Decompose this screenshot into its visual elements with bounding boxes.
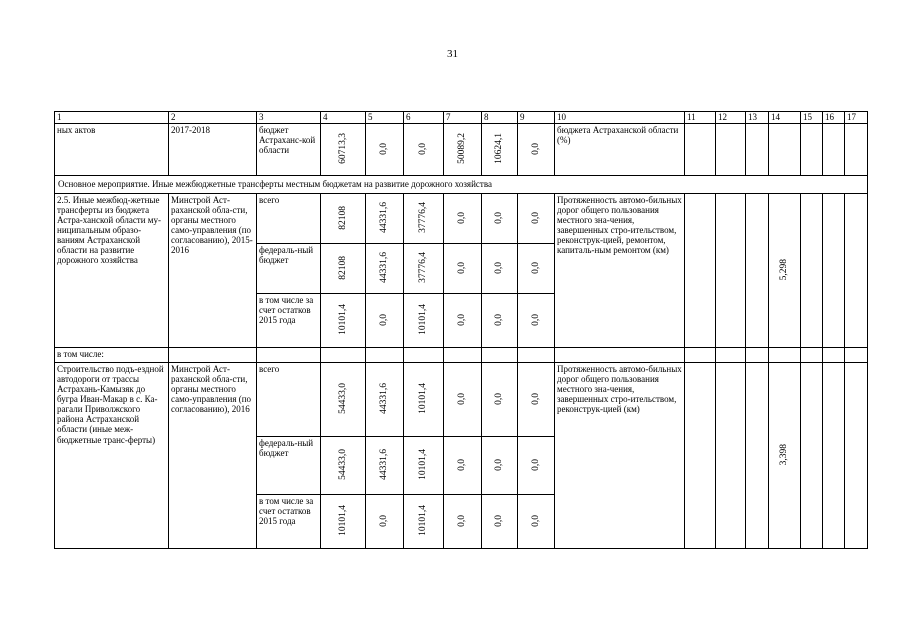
- continuation-indicator: бюджета Астраханской области (%): [555, 124, 685, 176]
- continuation-text: ных актов: [55, 124, 169, 176]
- value-cell: 44331,6: [379, 202, 390, 233]
- value-cell: 0,0: [379, 514, 390, 527]
- value-cell: 82108: [337, 205, 348, 230]
- budget-table: [54, 111, 868, 549]
- section-title: Основное мероприятие. Иные межбюджетные трансферты местным бюджетам на развитие дорожного хозяйства: [55, 176, 868, 194]
- value-cell: 44331,6: [379, 449, 390, 480]
- value-cell: 0,0: [457, 458, 468, 471]
- value-cell: 10101,4: [337, 505, 348, 536]
- row-label: всего: [257, 194, 321, 244]
- value-cell: 10624,1: [494, 133, 505, 164]
- measure2-executor: Минстрой Аст-раханской обла-сти, органы местного само-управления (по согласованию), 2016: [169, 363, 257, 549]
- continuation-period: 2017-2018: [169, 124, 257, 176]
- value-cell: 54433,0: [337, 449, 348, 480]
- value-cell: 0,0: [457, 313, 468, 326]
- value-cell: 0,0: [457, 261, 468, 274]
- header-cell: 3: [257, 112, 321, 124]
- value-cell: 0,0: [457, 392, 468, 405]
- header-cell: 15: [801, 112, 823, 124]
- header-cell: 5: [366, 112, 404, 124]
- value-cell: 82108: [337, 255, 348, 280]
- section-row: [55, 176, 868, 194]
- measure1-row-total: [55, 194, 868, 244]
- header-cell: 8: [482, 112, 518, 124]
- measure1-executor: Минстрой Аст-раханской обла-сти, органы местного само-управления (по согласованию), 2015-2016: [169, 194, 257, 348]
- header-cell: 1: [55, 112, 169, 124]
- page-number: 31: [447, 48, 458, 60]
- continuation-row: [55, 124, 868, 176]
- value-cell: 54433,0: [337, 383, 348, 414]
- measure2-row-total: [55, 363, 868, 437]
- value-cell: 0,0: [457, 211, 468, 224]
- value-cell: 0,0: [418, 142, 429, 155]
- value-cell: 0,0: [379, 142, 390, 155]
- row-label: федераль-ный бюджет: [257, 244, 321, 294]
- value-cell: 0,0: [379, 313, 390, 326]
- header-cell: 10: [555, 112, 685, 124]
- measure1-indicator: Протяженность автомо-бильных дорог общего пользования местного зна-чения, завершенных стро-ительством, реконструк-цией, ремонтом, капиталь-ным ремонтом (км): [555, 194, 685, 348]
- value-cell: 10101,4: [418, 304, 429, 335]
- value-cell: 0,0: [494, 313, 505, 326]
- value-cell: 0,0: [530, 458, 541, 471]
- indicator-value: 3,398: [779, 443, 790, 466]
- value-cell: 0,0: [530, 142, 541, 155]
- header-cell: 9: [518, 112, 555, 124]
- value-cell: 10101,4: [418, 383, 429, 414]
- header-cell: 2: [169, 112, 257, 124]
- header-cell: 11: [685, 112, 716, 124]
- header-cell: 4: [321, 112, 366, 124]
- value-cell: 10101,4: [418, 449, 429, 480]
- header-row: [55, 112, 868, 124]
- header-cell: 16: [823, 112, 845, 124]
- value-cell: 0,0: [494, 514, 505, 527]
- value-cell: 0,0: [530, 211, 541, 224]
- continuation-source: бюджет Астраханс-кой области: [257, 124, 321, 176]
- indicator-value: 5,298: [779, 258, 790, 281]
- header-cell: 7: [444, 112, 482, 124]
- value-cell: 0,0: [494, 261, 505, 274]
- header-cell: 6: [404, 112, 444, 124]
- row-label: федераль-ный бюджет: [257, 437, 321, 495]
- value-cell: 0,0: [530, 313, 541, 326]
- measure2-indicator: Протяженность автомо-бильных дорог общего пользования местного зна-чения, завершенных стро-ительством, реконструк-цией (км): [555, 363, 685, 549]
- row-label: всего: [257, 363, 321, 437]
- value-cell: 44331,6: [379, 252, 390, 283]
- header-cell: 12: [716, 112, 746, 124]
- value-cell: 0,0: [530, 392, 541, 405]
- measure2-title: Строительство подъ-ездной автодороги от трассы Астрахань-Камызяк до бугра Иван-Макар в с. Ка-рагали Приволжского района Астраханской области (иные меж-бюджетные транс-ферты): [55, 363, 169, 549]
- value-cell: 0,0: [494, 458, 505, 471]
- value-cell: 60713,3: [337, 133, 348, 164]
- row-label: в том числе за счет остатков 2015 года: [257, 495, 321, 549]
- value-cell: 0,0: [457, 514, 468, 527]
- value-cell: 10101,4: [418, 505, 429, 536]
- header-cell: 17: [845, 112, 868, 124]
- header-cell: 13: [746, 112, 769, 124]
- value-cell: 50089,2: [457, 133, 468, 164]
- value-cell: 37776,4: [418, 202, 429, 233]
- value-cell: 37776,4: [418, 252, 429, 283]
- including-row: [55, 348, 868, 363]
- value-cell: 10101,4: [337, 304, 348, 335]
- value-cell: 0,0: [494, 392, 505, 405]
- value-cell: 0,0: [530, 261, 541, 274]
- value-cell: 0,0: [530, 514, 541, 527]
- including-label: в том числе:: [55, 348, 169, 363]
- header-cell: 14: [769, 112, 801, 124]
- row-label: в том числе за счет остатков 2015 года: [257, 294, 321, 348]
- measure1-title: 2.5. Иные межбюд-жетные трансферты из бюджета Астра-ханской области му-ниципальным образо-ваниям Астраханской области на развитие дорожного хозяйства: [55, 194, 169, 348]
- value-cell: 0,0: [494, 211, 505, 224]
- value-cell: 44331,6: [379, 383, 390, 414]
